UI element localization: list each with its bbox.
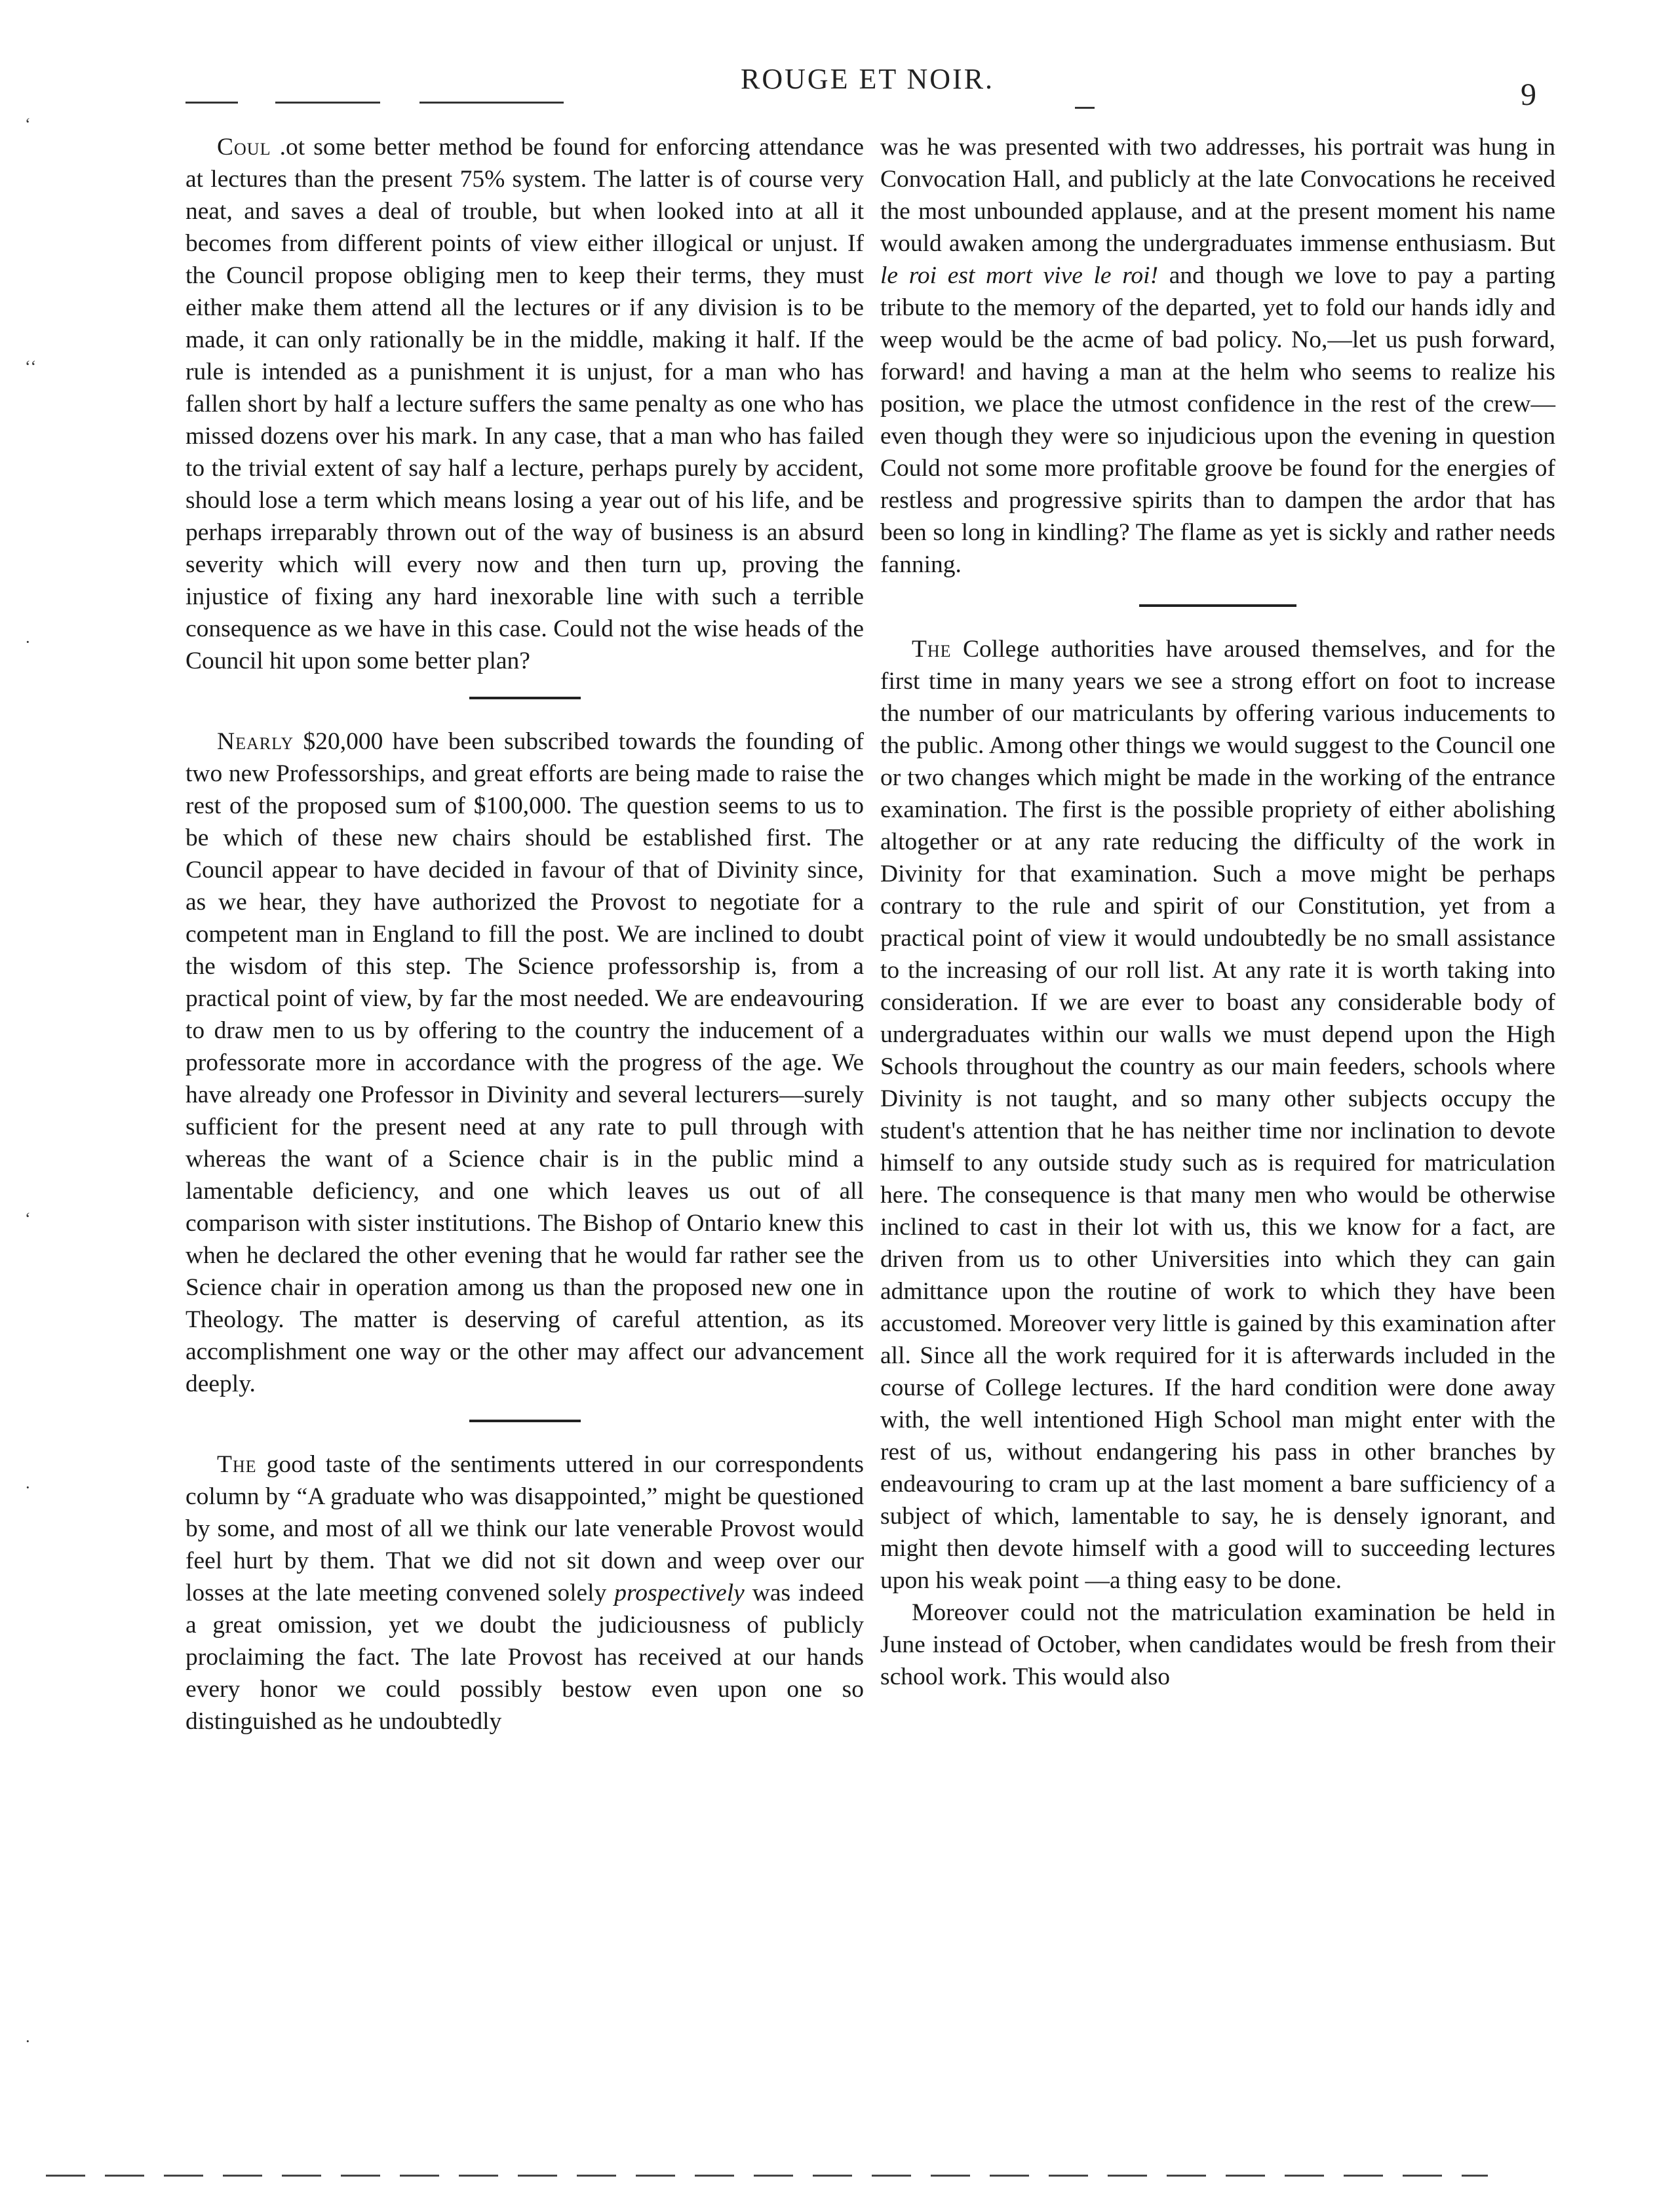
- article-matriculation: [880, 633, 1555, 1597]
- section-divider: [1139, 604, 1296, 607]
- lead-word: The: [912, 636, 952, 663]
- bottom-edge-rule: [46, 2175, 1488, 2177]
- header-rule: [275, 102, 380, 104]
- lead-word: Coul: [217, 134, 271, 161]
- header-rule: [1075, 107, 1095, 109]
- margin-speck: ‘: [25, 115, 31, 134]
- lead-word: Nearly: [217, 728, 294, 755]
- lead-word: The: [217, 1451, 257, 1478]
- margin-speck: ʻ‘: [25, 357, 37, 376]
- section-divider: [469, 697, 581, 699]
- paragraph-text: .ot some better method be found for enforcing attendance at lectures than the present 75% system. The latter is of course very neat, and saves a deal of trouble, but when looked into at all it becomes from different points of view either illogical or unjust. If the Council propose obliging men to keep their terms, they must either make them attend all the lectures or if any division is to be made, it can only rationally be in the middle, making it half. If the rule is intended as a punishment it is unjust, for a man who has fallen short by half a lecture suffers the same penalty as one who has missed dozens over his mark. In any case, that a man who has failed to the trivial extent of say half a lecture, perhaps purely by accident, should lose a term which means losing a year out of his life, and be perhaps irreparably thrown out of the way of business is an absurd severity which will every now and then turn up, proving the injustice of fixing any hard inexorable line with such a terrible consequence as we have in this case. Could not the wise heads of the Council hit upon some better plan?: [185, 134, 864, 674]
- article-attendance: [185, 131, 864, 677]
- right-column: [880, 131, 1555, 1693]
- paragraph-text: and though we love to pay a parting tribute to the memory of the departed, yet to fold our hands idly and weep would be the acme of bad policy. No,—let us push forward, forward! and having a man at the helm who seems to realize his position, we place the utmost confidence in the rest of the crew—even though they were so injudicious upon the evening in question Could not some more profitable groove be found for the energies of restless and progressive spirits than to dampen the ardor that has been so long in kindling? The flame as yet is sickly and rather needs fanning.: [880, 262, 1555, 578]
- header-rule: [185, 102, 238, 104]
- article-professorships: [185, 726, 864, 1400]
- article-provost: [185, 1448, 864, 1737]
- margin-speck: ‘: [25, 1209, 31, 1228]
- page-number: 9: [1521, 77, 1536, 112]
- paragraph-text: $20,000 have been subscribed towards the founding of two new Professorships, and great efforts are being made to raise the rest of the proposed sum of $100,000. The question seems to us to be which of these new chairs should be established first. The Council appear to have decided in favour of that of Divinity since, as we hear, they have authorized the Provost to negotiate for a competent man in England to fill the post. We are inclined to doubt the wisdom of this step. The Science professorship is, from a practical point of view, by far the most needed. We are endeavouring to draw men to us by offering to the country the inducement of a professorate more in accordance with the progress of the age. We have already one Professor in Divinity and several lecturers—surely sufficient for the present need at any rate to pull through with whereas the want of a Science chair is in the public mind a lamentable deficiency, and one which leaves us out of all comparison with sister institutions. The Bishop of Ontario knew this when he declared the other evening that he would far rather see the Science chair in operation among us than the proposed new one in Theology. The matter is deserving of careful attention, as its accomplishment one way or the other may affect our advancement deeply.: [185, 728, 864, 1397]
- margin-speck: ·: [25, 632, 31, 651]
- margin-speck: ·: [25, 2032, 31, 2051]
- paragraph-text: College authorities have aroused themselves, and for the first time in many years we see a strong effort on foot to increase the number of our matriculants by offering various inducements to the public. Among other things we would suggest to the Council one or two changes which might be made in the working of the entrance examination. The first is the possible propriety of either abolishing altogether or at any rate reducing the difficulty of the work in Divinity for that examination. Such a move might be perhaps contrary to the rule and spirit of our Constitution, yet from a practical point of view it would undoubtedly be no small assistance to the increasing of our roll list. At any rate it is worth taking into consideration. If we are ever to boast any considerable body of undergraduates within our walls we must depend upon the High Schools throughout the country as our main feeders, schools where Divinity is not taught, and so many other subjects occupy the student's attention that he has neither time nor inclination to devote himself to any outside study such as is required for matriculation here. The consequence is that many men who would be otherwise inclined to cast in their lot with us, this we know for a fact, are driven from us to other Universities into which they can gain admittance upon the routine of work to which they have been accustomed. Moreover very little is gained by this examination after all. Since all the work required for it is afterwards included in the course of College lectures. If the hard condition were done away with, the well intentioned High School man might enter with the rest of us, without endangering his pass in other branches by endeavouring to cram up at the last moment a bare sufficiency of a subject of which, lamentable to say, he is densely ignorant, and might then devote himself with a good will to succeeding lectures upon his weak point —a thing easy to be done.: [880, 636, 1555, 1594]
- italic-text: le roi est mort vive le roi!: [880, 262, 1159, 289]
- paragraph-text: good taste of the sentiments uttered in our correspondents column by “A graduate who was disappointed,” might be questioned by some, and most of all we think our late venerable Provost would feel hurt by them. That we did not sit down and weep over our losses at the late meeting convened solely: [185, 1451, 864, 1606]
- margin-speck: ·: [25, 1478, 31, 1497]
- paragraph-text: was he was presented with two addresses, his portrait was hung in Convocation Hall, and publicly at the late Convocations he received the most unbounded applause, and at the present moment his name would awaken among the undergraduates immense enthusiasm. But: [880, 134, 1555, 257]
- running-title: ROUGE ET NOIR.: [741, 63, 995, 95]
- paragraph-text: Moreover could not the matriculation examination be held in June instead of October, when candidates would be fresh from their school work. This would also: [880, 1599, 1555, 1690]
- article-provost-continued: [880, 131, 1555, 581]
- italic-text: prospectively: [614, 1580, 745, 1606]
- page-header: [0, 62, 1674, 115]
- article-matriculation-date: [880, 1597, 1555, 1693]
- left-column: [185, 131, 864, 1737]
- header-rule: [419, 102, 564, 104]
- section-divider: [469, 1420, 581, 1422]
- paragraph-text: was indeed a great omission, yet we doubt the judiciousness of publicly proclaiming the fact. The late Provost has received at our hands every honor we could possibly bestow even upon one so distinguished as he undoubtedly: [185, 1580, 865, 1735]
